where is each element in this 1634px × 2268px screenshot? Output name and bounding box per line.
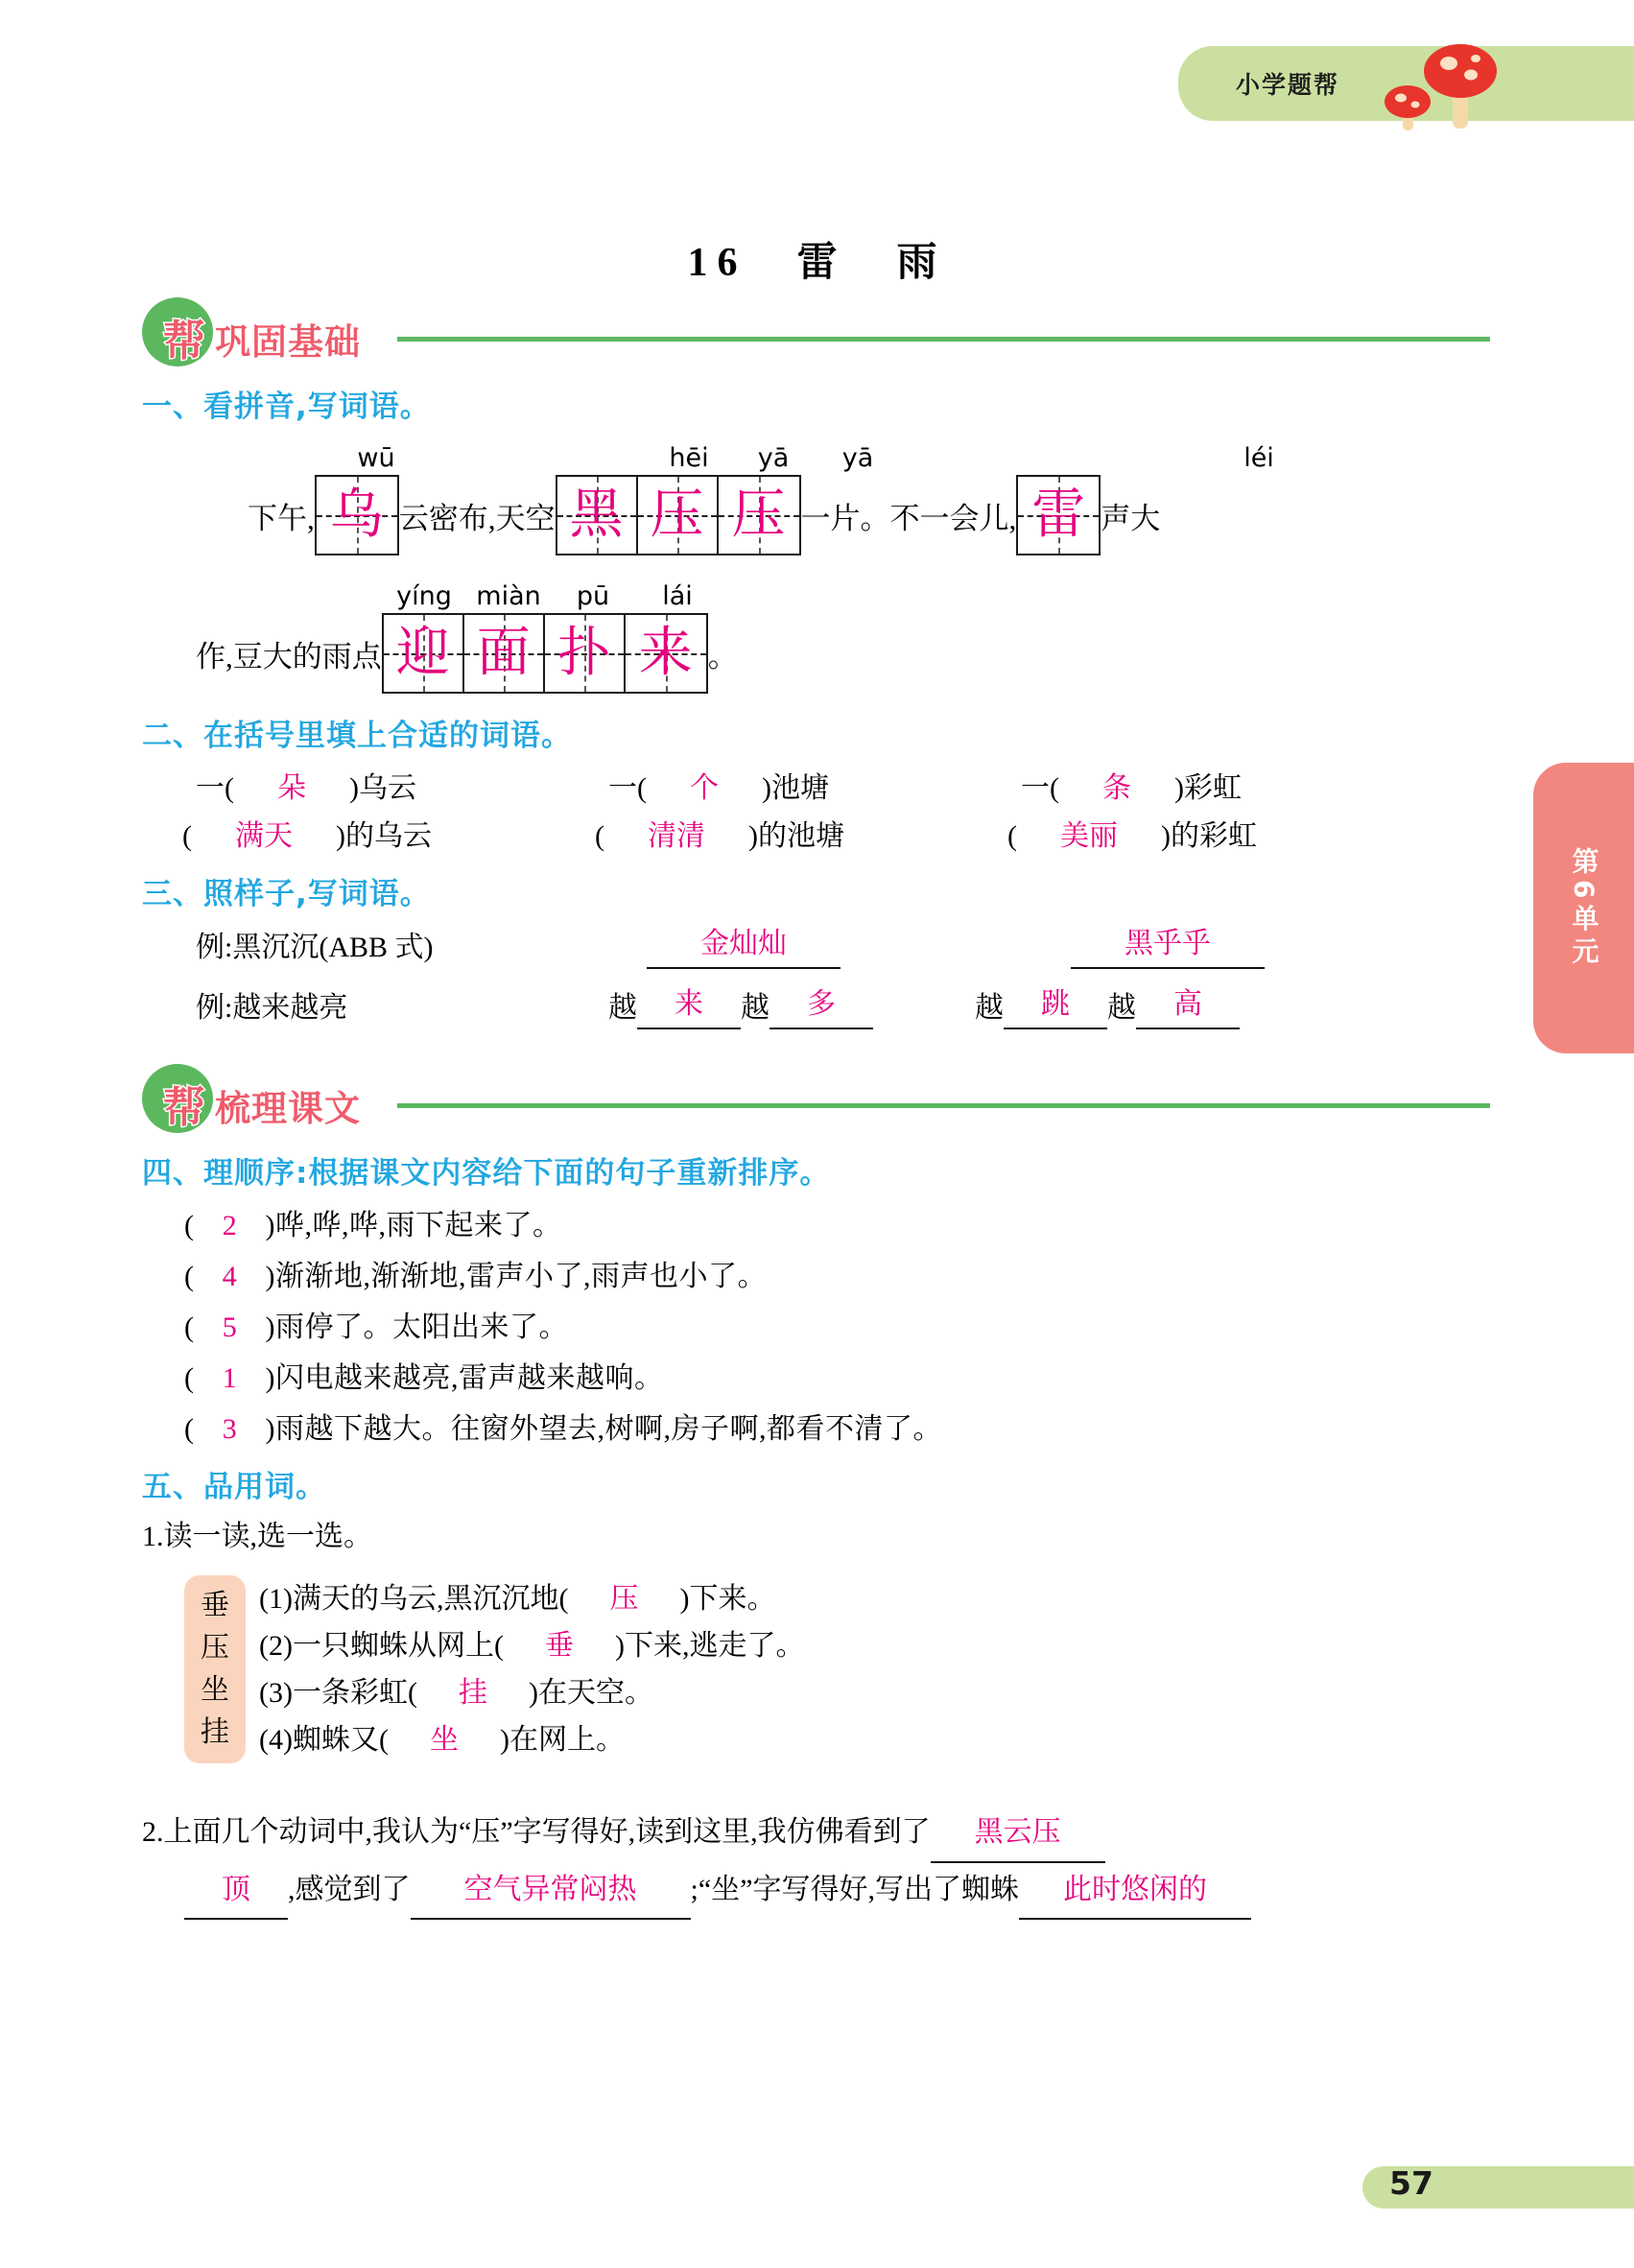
tianzige-cell[interactable]	[384, 615, 464, 692]
tianzige-cell[interactable]	[638, 477, 719, 554]
word-bank-sentence	[259, 1672, 804, 1714]
q2-answer-1b[interactable]: 顶	[184, 1863, 288, 1921]
order-number[interactable]: 5	[222, 1311, 238, 1343]
section-title: 巩固基础	[215, 321, 361, 363]
q2-text-c: ;“坐”字写得好,写出了蜘蛛	[690, 1873, 1019, 1905]
page-title: 16 雷 雨	[687, 241, 947, 285]
answer-char: 压	[731, 485, 786, 545]
unit-tab-label: 第6单元	[1568, 846, 1600, 970]
order-number[interactable]: 1	[222, 1362, 238, 1394]
word-bank	[184, 1575, 246, 1763]
ex3-row-1	[196, 922, 1490, 969]
ex5-q1-label-text: 1.读一读,选一选。	[142, 1521, 372, 1552]
ex5-q2-line-1	[142, 1806, 1490, 1863]
answer-char: 雷	[1031, 485, 1086, 545]
tianzige-cell[interactable]	[317, 477, 397, 554]
brand-label: 小学题帮	[1236, 71, 1340, 99]
word-bank-sentence	[259, 1719, 804, 1761]
ex2-suffix: )乌云	[349, 772, 416, 804]
ex3-example-1: 例:黑沉沉(ABB 式)	[196, 932, 434, 963]
ex1-line2-text-a: 作,豆大的雨点	[196, 639, 382, 673]
ex3-answer-1[interactable]: 金灿灿	[647, 922, 841, 969]
section-banner-consolidate	[142, 297, 1490, 366]
ex2-suffix: )的乌云	[336, 820, 432, 852]
wb-answer[interactable]: 坐	[429, 1723, 459, 1756]
order-text: )渐渐地,渐渐地,雷声小了,雨声也小了。	[265, 1261, 767, 1292]
section-title: 梳理课文	[215, 1088, 361, 1129]
pinyin-ying: yíng	[396, 581, 452, 611]
ex1-text-a: 下午,	[248, 501, 315, 535]
word-bank-char[interactable]: 挂	[201, 1716, 229, 1748]
answer-char: 面	[476, 624, 531, 683]
ex3-answer-2[interactable]: 黑乎乎	[1071, 922, 1265, 969]
exercise-1-heading: 一、看拼音,写词语。	[142, 390, 431, 424]
tianzige-group-yingmianpulai[interactable]	[382, 613, 708, 694]
ex3-fixed-2: 越	[741, 992, 770, 1024]
unit-tab	[1533, 763, 1634, 1053]
ex2-suffix: )池塘	[762, 772, 829, 804]
ex3-fixed-4: 越	[1107, 992, 1136, 1024]
ex2-answer[interactable]: 满天	[235, 820, 293, 852]
exercise-5-heading: 五、品用词。	[142, 1470, 326, 1504]
order-paren-open: (	[184, 1210, 195, 1241]
q2-text-b: ,感觉到了	[288, 1873, 411, 1905]
tianzige-cell[interactable]	[464, 615, 545, 692]
ex2-suffix: )彩虹	[1174, 772, 1242, 804]
ex2-answer[interactable]: 个	[690, 772, 719, 804]
section-badge-label: 帮	[163, 317, 205, 366]
order-text: )雨停了。太阳出来了。	[265, 1311, 568, 1343]
ex2-row-1	[196, 764, 1490, 806]
wb-suffix: )在网上。	[499, 1723, 625, 1756]
order-list-item	[184, 1354, 1490, 1396]
order-list-item	[184, 1303, 1490, 1345]
ex3-answer-5[interactable]: 跳	[1004, 982, 1107, 1029]
ex3-example-2: 例:越来越亮	[196, 992, 348, 1024]
ex2-answer[interactable]: 美丽	[1060, 820, 1118, 852]
pinyin-pu: pū	[576, 581, 610, 611]
answer-char: 来	[638, 624, 693, 683]
ex3-fixed-1: 越	[608, 992, 637, 1024]
ex2-item	[182, 812, 595, 854]
ex2-answer[interactable]: 清清	[648, 820, 705, 852]
mushroom-icon	[1361, 25, 1524, 130]
word-bank-char[interactable]: 坐	[201, 1674, 229, 1706]
order-text: )哗,哗,哗,雨下起来了。	[265, 1210, 562, 1241]
ex2-row-2	[182, 812, 1490, 854]
q2-text-a: 2.上面几个动词中,我认为“压”字写得好,读到这里,我仿佛看到了	[142, 1816, 931, 1848]
order-text: )闪电越来越亮,雷声越来越响。	[265, 1362, 664, 1394]
tianzige-cell[interactable]	[719, 477, 799, 554]
ex3-answer-3[interactable]: 来	[637, 982, 741, 1029]
ex5-q2-line-2	[184, 1863, 1490, 1921]
ex1-pinyin-row-2	[142, 573, 1490, 611]
order-text: )雨越下越大。往窗外望去,树啊,房子啊,都看不清了。	[265, 1413, 942, 1445]
tianzige-group-wu[interactable]	[315, 475, 399, 555]
ex2-item	[196, 764, 608, 806]
ex2-prefix: (	[182, 820, 192, 852]
ex2-item	[595, 812, 1007, 854]
word-bank-sentence	[259, 1625, 804, 1667]
ex2-prefix: (	[595, 820, 604, 852]
answer-char: 迎	[395, 624, 450, 683]
ex2-item	[1007, 812, 1420, 854]
section-rule	[397, 337, 1490, 342]
wb-prefix: (3)一条彩虹(	[259, 1676, 417, 1709]
section-rule	[397, 1103, 1490, 1108]
order-paren-open: (	[184, 1261, 195, 1292]
q2-answer-1a[interactable]: 黑云压	[931, 1806, 1105, 1863]
word-bank-char[interactable]: 垂	[201, 1590, 229, 1621]
answer-char: 黑	[569, 485, 624, 545]
answer-char: 压	[650, 485, 704, 545]
word-bank-sentence	[259, 1578, 804, 1620]
answer-char: 乌	[329, 485, 384, 545]
pinyin-ya-2: yā	[841, 443, 874, 473]
section-banner-review	[142, 1064, 1490, 1133]
ex2-suffix: )的彩虹	[1161, 820, 1257, 852]
ex1-sentence-row-1	[142, 473, 1490, 557]
tianzige-cell[interactable]	[545, 615, 626, 692]
ex5-q2	[142, 1806, 1490, 1920]
order-list-item	[184, 1252, 1490, 1294]
tianzige-cell[interactable]	[626, 615, 706, 692]
ex3-fixed-3: 越	[975, 992, 1004, 1024]
exercise-3-heading: 三、照样子,写词语。	[142, 877, 431, 911]
ex2-prefix: (	[1007, 820, 1017, 852]
order-paren-open: (	[184, 1311, 195, 1343]
word-bank-char[interactable]: 压	[201, 1632, 229, 1664]
ex2-prefix: 一(	[196, 772, 234, 804]
section-badge-label: 帮	[163, 1083, 205, 1132]
wb-prefix: (4)蜘蛛又(	[259, 1723, 389, 1756]
wb-answer[interactable]: 挂	[458, 1676, 487, 1709]
ex2-answer[interactable]: 朵	[277, 772, 306, 804]
page-number: 57	[1389, 2164, 1433, 2202]
word-bank-block	[184, 1575, 1490, 1763]
wb-prefix: (1)满天的乌云,黑沉沉地(	[259, 1582, 569, 1615]
ex1-sentence-row-2	[142, 611, 1490, 696]
ex2-item	[1021, 764, 1433, 806]
wb-answer[interactable]: 垂	[544, 1629, 574, 1662]
order-paren-open: (	[184, 1413, 195, 1445]
tianzige-group-heiyaya[interactable]	[556, 475, 801, 555]
ex2-prefix: 一(	[608, 772, 647, 804]
pinyin-mian: miàn	[476, 581, 541, 611]
ex1-text-b: 云密布,天空	[398, 501, 556, 535]
q2-answer-2[interactable]: 空气异常闷热	[411, 1863, 691, 1921]
tianzige-group-lei[interactable]	[1016, 475, 1101, 555]
q2-answer-3[interactable]: 此时悠闲的	[1019, 1863, 1251, 1921]
tianzige-cell[interactable]	[1018, 477, 1099, 554]
wb-prefix: (2)一只蜘蛛从网上(	[259, 1629, 504, 1662]
word-bank-sentences	[259, 1575, 804, 1763]
ex3-answer-6[interactable]: 高	[1136, 982, 1240, 1029]
order-number[interactable]: 4	[222, 1261, 238, 1292]
ex2-suffix: )的池塘	[748, 820, 844, 852]
wb-suffix: )下来。	[679, 1582, 776, 1615]
ex3-row-2	[196, 982, 1490, 1029]
ex1-line2-text-b: 。	[707, 639, 738, 673]
ex3-answer-4[interactable]: 多	[770, 982, 873, 1029]
order-paren-open: (	[184, 1362, 195, 1394]
order-number[interactable]: 3	[222, 1413, 238, 1445]
wb-suffix: )在天空。	[528, 1676, 653, 1709]
ex2-item	[608, 764, 1021, 806]
exercise-2-heading: 二、在括号里填上合适的词语。	[142, 719, 572, 753]
pinyin-hei: hēi	[669, 443, 709, 473]
pinyin-lai: lái	[662, 581, 693, 611]
order-number[interactable]: 2	[222, 1210, 238, 1241]
ex5-q1-label	[142, 1515, 1490, 1558]
tianzige-cell[interactable]	[557, 477, 638, 554]
wb-answer[interactable]: 压	[609, 1582, 639, 1615]
ex1-text-c: 一片。不一会儿,	[800, 501, 1017, 535]
ex2-prefix: 一(	[1021, 772, 1059, 804]
answer-char: 扑	[557, 624, 611, 683]
pinyin-ya-1: yā	[757, 443, 790, 473]
pinyin-wu: wū	[357, 443, 395, 473]
ex1-pinyin-row-1	[142, 435, 1490, 473]
exercise-4-heading: 四、理顺序:根据课文内容给下面的句子重新排序。	[142, 1156, 831, 1191]
wb-suffix: )下来,逃走了。	[614, 1629, 805, 1662]
order-list-item	[184, 1201, 1490, 1243]
pinyin-lei: léi	[1243, 443, 1274, 473]
ex2-answer[interactable]: 条	[1102, 772, 1131, 804]
page-content	[142, 288, 1490, 1920]
order-list-item	[184, 1405, 1490, 1447]
ex1-text-d: 声大	[1101, 501, 1161, 535]
